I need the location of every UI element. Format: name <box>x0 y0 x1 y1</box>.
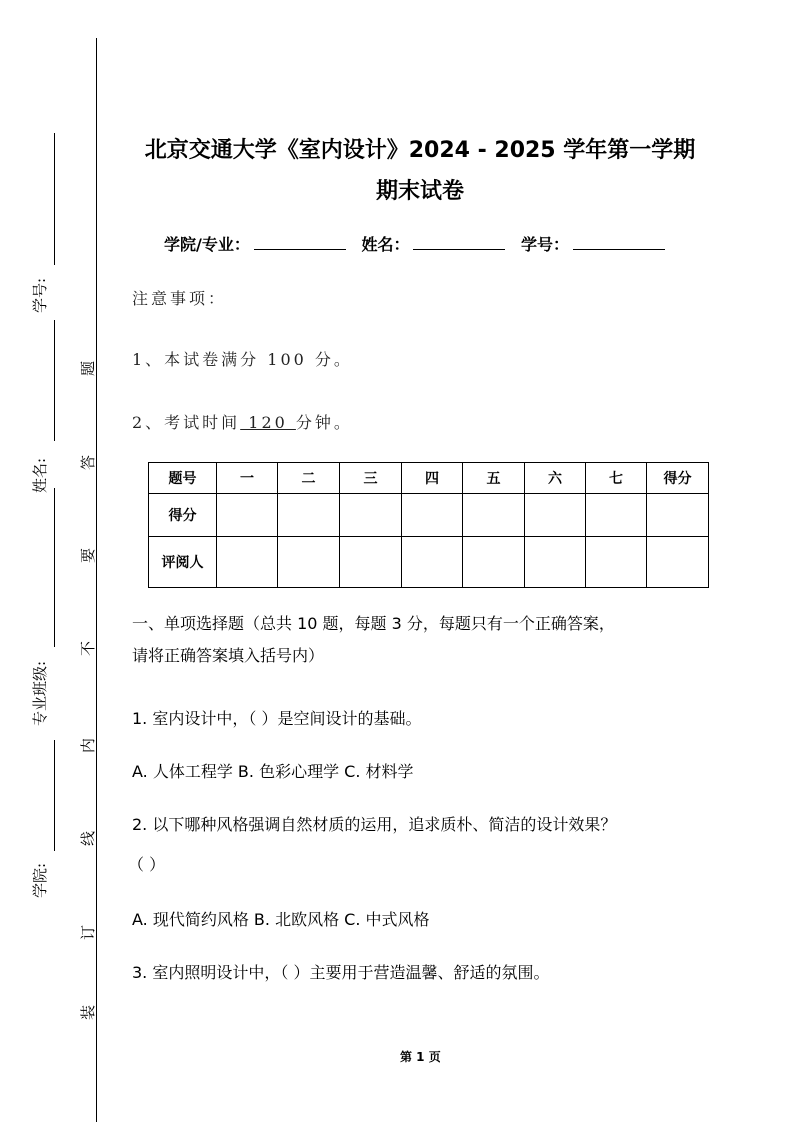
grader-cell[interactable] <box>402 537 463 588</box>
score-cell[interactable] <box>647 494 709 537</box>
score-cell[interactable] <box>402 494 463 537</box>
margin-warning-char: 不 <box>79 640 98 657</box>
class-blank <box>54 488 55 647</box>
student-id-label: 学号： <box>521 235 570 254</box>
college-blank <box>54 740 55 851</box>
margin-warning-char: 订 <box>79 924 98 941</box>
page-number: 第 1 页 <box>400 1050 441 1064</box>
margin-warning-char: 装 <box>79 1004 98 1021</box>
score-cell[interactable] <box>217 494 278 537</box>
margin-class-label: 专业班级: <box>31 660 50 727</box>
margin-name-label: 姓名: <box>31 457 50 494</box>
note-2-suffix: 分钟。 <box>295 413 353 432</box>
note-1: 1、本试卷满分 100 分。 <box>132 350 353 369</box>
score-cell[interactable] <box>525 494 586 537</box>
header-cell: 一 <box>217 463 278 494</box>
college-label: 学院/专业： <box>164 235 250 254</box>
margin-student-id-label: 学号: <box>31 277 50 314</box>
question-2-answer-paren: （ ） <box>128 855 166 874</box>
header-cell: 题号 <box>149 463 217 494</box>
question-3: 3. 室内照明设计中，（ ）主要用于营造温馨、舒适的氛围。 <box>132 963 550 982</box>
margin-warning-char: 答 <box>79 454 98 471</box>
question-2-options: A. 现代简约风格 B. 北欧风格 C. 中式风格 <box>132 910 430 929</box>
section-1-heading-cont: 请将正确答案填入括号内） <box>132 646 325 665</box>
header-cell: 三 <box>340 463 402 494</box>
margin-warning-char: 要 <box>79 547 98 564</box>
student-info-line <box>164 232 675 255</box>
score-cell[interactable] <box>463 494 525 537</box>
grader-cell[interactable] <box>278 537 340 588</box>
name-label: 姓名： <box>361 235 410 254</box>
score-table <box>148 462 709 588</box>
margin-warning-char: 内 <box>79 737 98 754</box>
score-cell[interactable] <box>278 494 340 537</box>
exam-title: 北京交通大学《室内设计》2024 - 2025 学年第一学期 <box>144 138 696 163</box>
question-1-options: A. 人体工程学 B. 色彩心理学 C. 材料学 <box>132 762 414 781</box>
note-2-prefix: 2、考试时间 <box>132 413 241 432</box>
grader-cell[interactable] <box>647 537 709 588</box>
header-cell: 五 <box>463 463 525 494</box>
notes-heading: 注意事项： <box>132 289 228 308</box>
grader-cell[interactable] <box>586 537 647 588</box>
header-cell: 得分 <box>647 463 709 494</box>
name-blank <box>54 320 55 441</box>
header-cell: 七 <box>586 463 647 494</box>
margin-warning-char: 题 <box>79 360 98 377</box>
margin-college-label: 学院: <box>31 862 50 899</box>
row-label-grader: 评阅人 <box>149 537 217 588</box>
score-cell[interactable] <box>340 494 402 537</box>
note-2 <box>132 410 353 433</box>
question-2: 2. 以下哪种风格强调自然材质的运用，追求质朴、简洁的设计效果？ <box>132 815 617 834</box>
margin-warning-char: 线 <box>79 830 98 847</box>
exam-subtitle: 期末试卷 <box>375 179 464 204</box>
grader-cell[interactable] <box>340 537 402 588</box>
student-id-field[interactable] <box>573 235 665 250</box>
exam-duration: 120 <box>240 413 296 432</box>
row-label-score: 得分 <box>149 494 217 537</box>
score-cell[interactable] <box>586 494 647 537</box>
question-1: 1. 室内设计中，（ ）是空间设计的基础。 <box>132 709 422 728</box>
grader-cell[interactable] <box>525 537 586 588</box>
grader-cell[interactable] <box>217 537 278 588</box>
name-field[interactable] <box>413 235 505 250</box>
grader-cell[interactable] <box>463 537 525 588</box>
header-cell: 四 <box>402 463 463 494</box>
header-cell: 六 <box>525 463 586 494</box>
header-cell: 二 <box>278 463 340 494</box>
college-field[interactable] <box>254 235 346 250</box>
section-1-heading: 一、单项选择题（总共 10 题，每题 3 分，每题只有一个正确答案， <box>132 614 615 633</box>
